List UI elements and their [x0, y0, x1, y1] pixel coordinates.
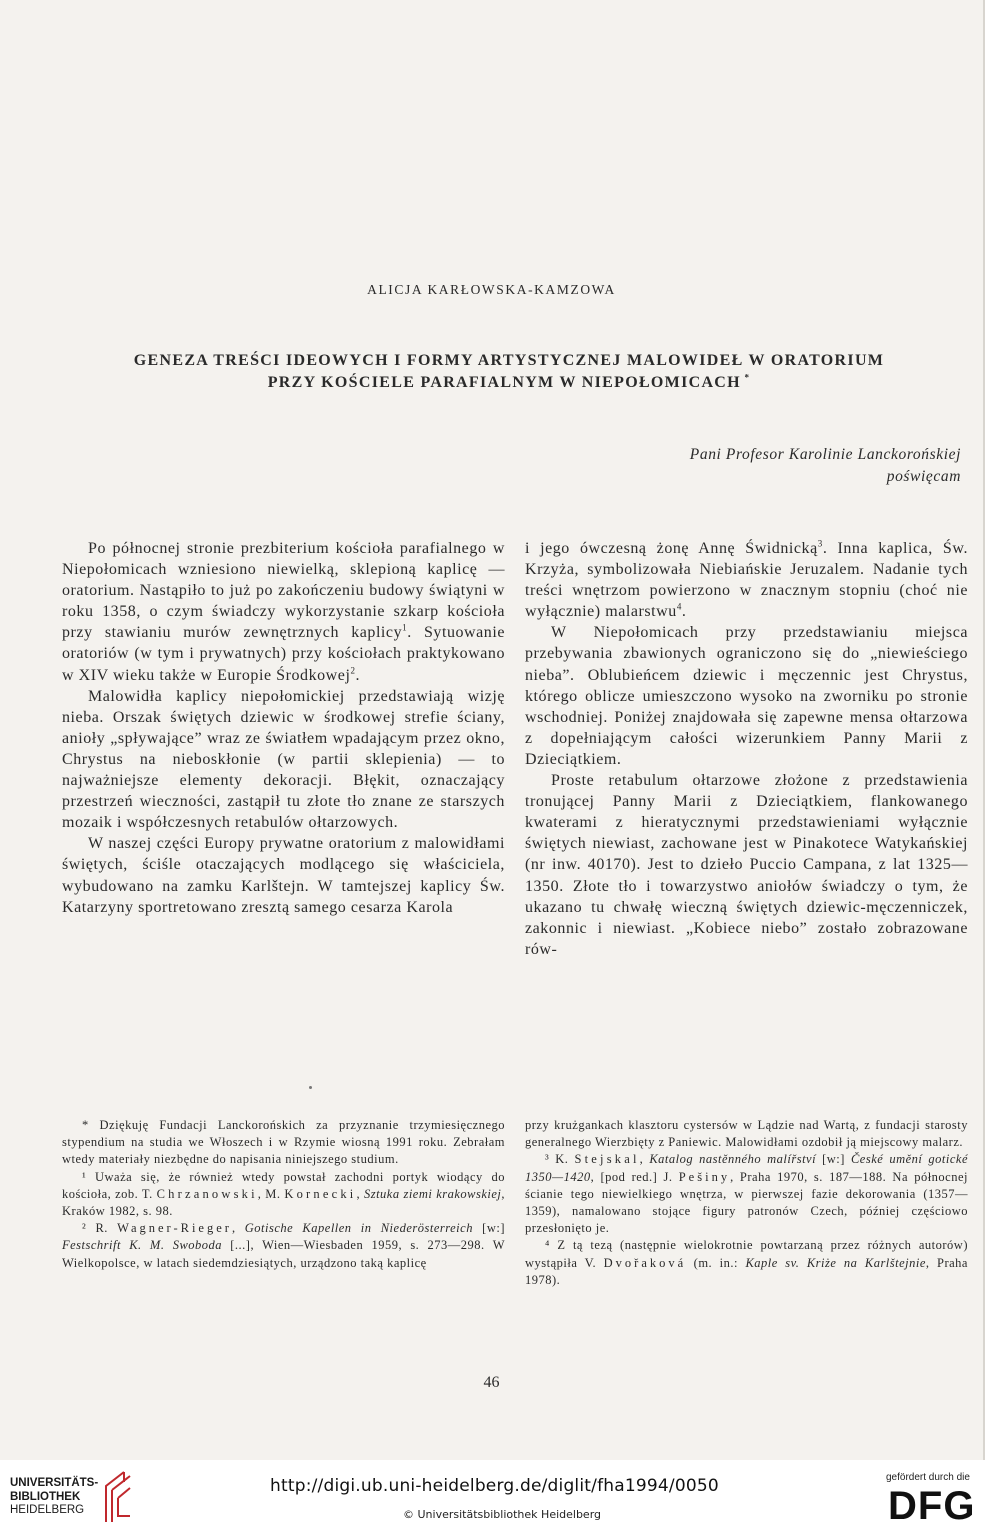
author-name: ALICJA KARŁOWSKA-KAMZOWA: [367, 282, 616, 297]
footnote-ref[interactable]: 4: [676, 601, 682, 612]
paragraph: i jego ówczesną żonę Annę Świdnicką$^3$. Inna kaplica, Św. Krzyża, symbolizowała Niebiańskie Jeruzalem. Nadanie tych treści wnętrzom powierzono w znacznym stopniu (choć nie wyłącznie) malarstwu$^4$.: [525, 538, 968, 621]
footnote-ref[interactable]: 3: [817, 538, 823, 549]
title-line-1: GENEZA TREŚCI IDEOWYCH I FORMY ARTYSTYCZNEJ MALOWIDEŁ W ORATORIUM: [133, 352, 885, 369]
footnote: ¹ Uważa się, że również wtedy powstał zachodni portyk wiodący do kościoła, zob. T. Chrzanowski, M. Kornecki, Sztuka ziemi krakowskiej, Kraków 1982, s. 98.: [62, 1169, 506, 1219]
footnote: * Dziękuję Fundacji Lanckorońskich za przyznanie trzymiesięcznego stypendium na studia we Włoszech i w Rzymie wiosną 1991 roku. Zebrałam wtedy materiały niezbędne do napisania niniejszego studium.: [62, 1118, 505, 1167]
title-line-2: PRZY KOŚCIELE PARAFIALNYM W NIEPOŁOMICACH *: [267, 372, 751, 391]
footnote: ⁴ Z tą tezą (następnie wielokrotnie powtarzaną przez różnych autorów) wystąpiła V. Dvořaková (m. in.: Kaple sv. Kriże na Karlštejnie, Praha 1978).: [525, 1238, 968, 1287]
paragraph: Po północnej stronie prezbiterium kościoła parafialnego w Niepołomicach wzniesiono niewielką, sklepioną kaplicę — oratorium. Nastąpiło to już po zakończeniu budowy świątyni w roku 1358, o czym świadczy wykorzystanie szkarp kościoła przy stawianiu murów zewnętrznych kaplicy$^1$. Sytuowanie oratoriów (w tym i prywatnych) przy kościołach praktykowano w XIV wieku także w Europie Środkowej$^2$.: [62, 540, 505, 684]
dedication-line-1: Pani Profesor Karolinie Lanckorońskiej: [689, 446, 961, 463]
footnote: ² R. Wagner-Rieger, Gotische Kapellen in Niederösterreich [w:] Festschrift K. M. Swoboda [...], Wien—Wiesbaden 1959, s. 273—298. W Wielkopolsce, w latach siedemdziesiątych, urządzono taką kaplicę: [62, 1221, 505, 1270]
body-column-right: [525, 538, 968, 960]
document-url-link[interactable]: http://digi.ub.uni-heidelberg.de/diglit/fha1994/0050: [270, 1476, 719, 1496]
footnotes-left: [62, 1117, 505, 1272]
paragraph: W Niepołomicach przy przedstawianiu miejsca przebywania zbawionych ograniczono się do „niewieściego nieba”. Oblubieńcem dziewic i męczennic jest Chrystus, którego oblicze umieszczono wysoko na zworniku po stronie wschodniej. Poniżej znajdowała się zapewne mensa ołtarzowa z dopełniającym całości wizerunkiem Panny Marii z Dzieciątkiem.: [525, 624, 968, 768]
footnotes-right: [525, 1117, 968, 1289]
footnote: ³ K. Stejskal, Katalog nastěnného malířství [w:] České umění gotické 1350—1420, [pod red.] J. Pešiny, Praha 1970, s. 187—188. Na północnej ścianie tego niewielkiego wnętrza, w pierwszej fazie dekorowania (1357—1359), namalowano stojące figury patronów Czech, później częściowo przesłonięto je.: [525, 1152, 969, 1236]
viewer-footer: [0, 1460, 995, 1534]
paragraph: W naszej części Europy prywatne oratorium z malowidłami świętych, ściśle otaczających modlącego się właściciela, wybudowano na zamku Karlštejn. W tamtejszej kaplicy Św. Katarzyny sportretowano zresztą samego cesarza Karola: [62, 835, 505, 916]
footnote: przy krużgankach klasztoru cystersów w Lądzie nad Wartą, z fundacji starosty generalnego Wierzbięty z Paniewic. Malowidłami ozdobił ją miejscowy malarz.: [525, 1118, 968, 1150]
separator-dot: [309, 1086, 312, 1089]
footnote-ref[interactable]: 1: [402, 623, 408, 634]
footnote-ref[interactable]: 2: [350, 665, 356, 676]
body-column-left: [62, 538, 505, 918]
page-number: 46: [483, 1374, 500, 1391]
dedication-line-2: poświęcam: [886, 468, 961, 485]
paragraph: Proste retabulum ołtarzowe złożone z przedstawienia tronującej Panny Marii z Dzieciątkiem, flankowanego kwaterami z hieratycznymi przedstawieniami wyłącznie świętych niewiast, zachowane jest w Pinakotece Watykańskiej (nr inw. 40170). Jest to dzieło Puccio Campana, z lat 1325—1350. Złote tło i towarzystwo aniołów świadczy o tym, że ukazano tu chwałę wieczną świętych dziewic-męczenniczek, zakonnic i niewiast. „Kobiece niebo” zostało zobrazowane rów-: [525, 772, 968, 958]
paragraph: Malowidła kaplicy niepołomickiej przedstawiają wizję nieba. Orszak świętych dziewic w środkowej strefie ściany, anioły „spływające” wraz ze światłem wpadającym przez okno, Chrystus na nieboskłonie (w partii sklepienia) — to najważniejsze elementy dekoracji. Błękit, oznaczający przestrzeń wieczności, zastąpił tu złote tło znane ze starszych mozaik i współczesnych retabulów ołtarzowych.: [62, 687, 505, 832]
funding-label: gefördert durch die: [886, 1472, 970, 1483]
copyright-notice: © Universitätsbibliothek Heidelberg: [403, 1508, 602, 1521]
title-footnote-mark: *: [740, 372, 751, 383]
article-title: [50, 350, 968, 394]
dfg-logo[interactable]: DFG: [888, 1484, 976, 1528]
dedication: [361, 444, 961, 488]
library-logo-icon: [94, 1468, 134, 1526]
library-logo[interactable]: UNIVERSITÄTS- BIBLIOTHEK HEIDELBERG: [10, 1477, 99, 1516]
